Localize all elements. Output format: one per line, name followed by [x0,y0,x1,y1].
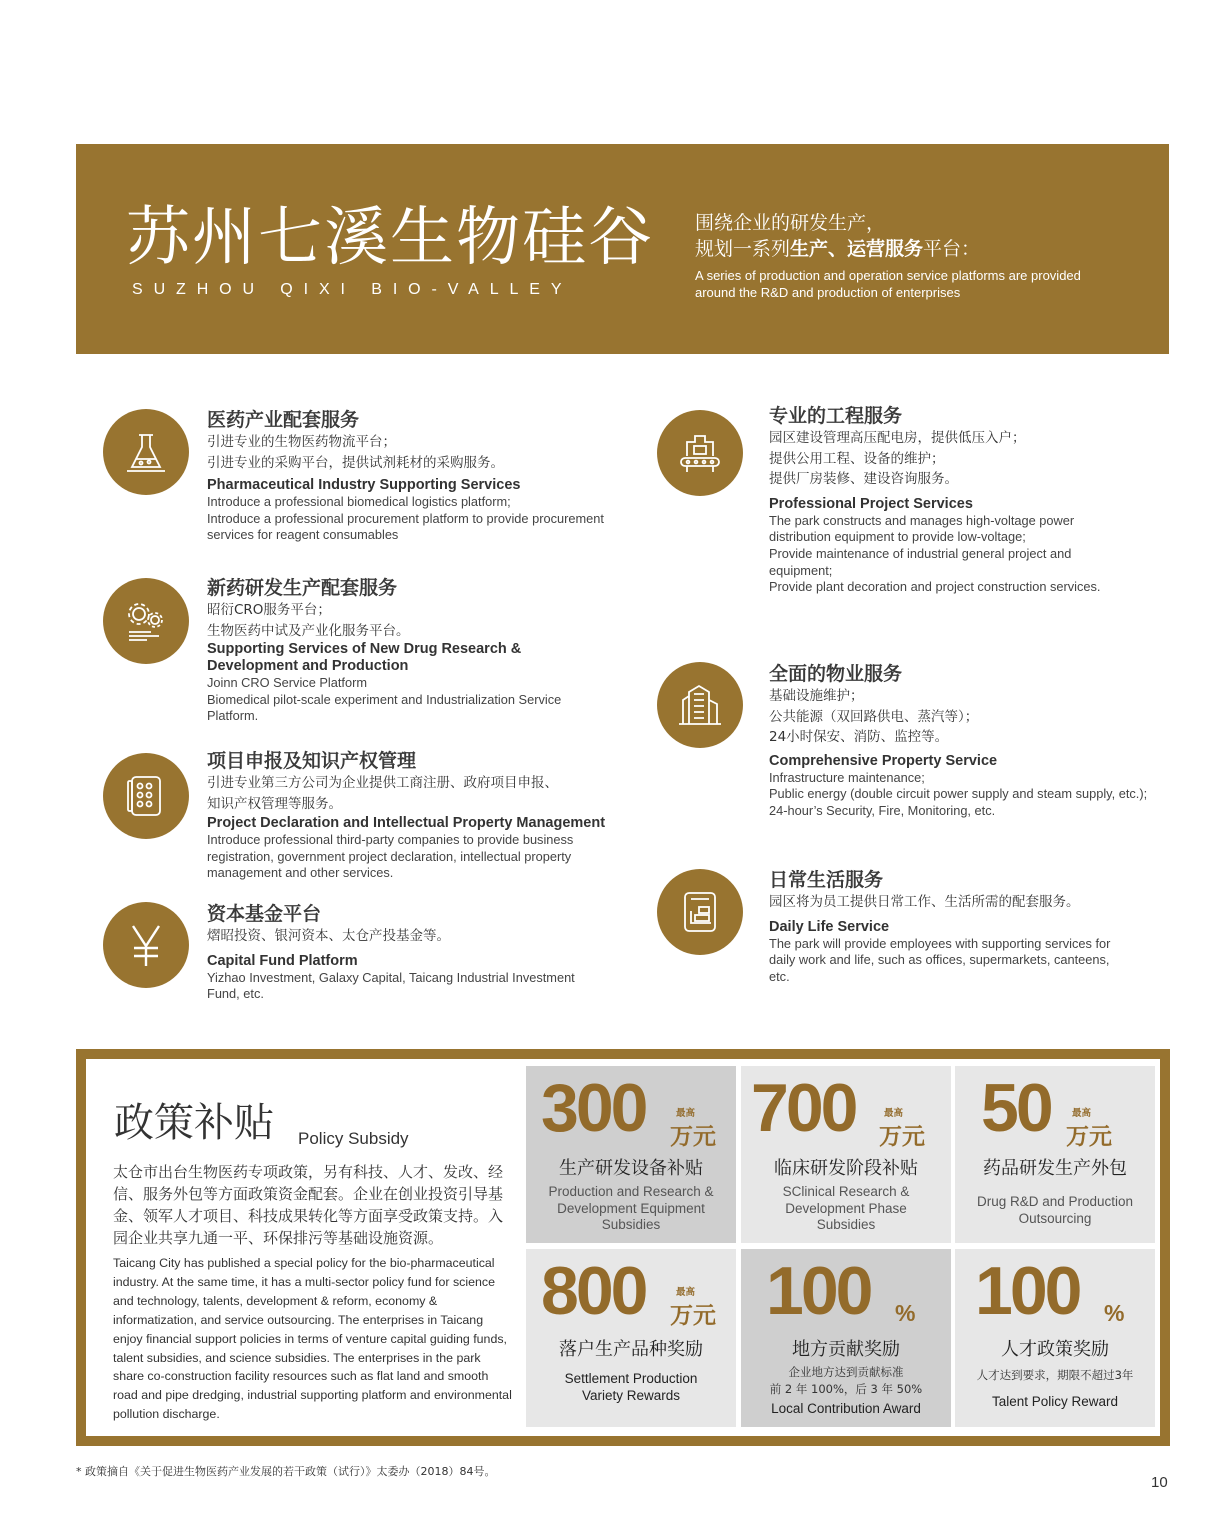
service-en-line: The park will provide employees with supporting services for [769,935,1111,951]
subsidy-max-label: 最高 [676,1287,696,1298]
subsidy-condition-line: 企业地方达到贡献标准 [788,1365,904,1379]
service-en-title: Project Declaration and Intellectual Property Management [207,815,606,831]
subsidy-max-label: 最高 [1072,1108,1092,1119]
gears-icon [103,578,189,664]
subsidy-max-label: 最高 [884,1108,904,1119]
subsidy-en-line: Talent Policy Reward [991,1394,1119,1409]
subsidy-figure [955,1068,1155,1148]
service-en-line: equipment; [769,562,833,578]
banner-en-text [695,267,1081,301]
subsidy-condition-line: 人才达到要求，期限不超过3年 [976,1368,1134,1382]
building-icon [657,662,743,748]
subsidy-en-line: Variety Rewards [581,1387,681,1403]
yen-icon [103,902,189,988]
service-en-title: Pharmaceutical Industry Supporting Services [207,477,521,493]
service-en-line: etc. [769,968,790,984]
service-en-title: Capital Fund Platform [207,952,358,969]
banner-description [695,210,1081,301]
banner-title: 苏州七溪生物硅谷 [126,201,654,275]
service-en-line: daily work and life, such as offices, supermarkets, canteens, [769,952,1110,968]
subsidy-cn-label: 药品研发生产外包 [983,1158,1127,1179]
service-title: 资本基金平台 [207,903,322,925]
service-en-line: registration, government project declaration, intellectual property [207,848,572,864]
service-en-line: Joinn CRO Service Platform [207,675,368,690]
subsidy-figure [526,1068,736,1148]
subsidy-en-line: Drug R&D and Production [976,1194,1134,1209]
service-cn-line: 园区建设管理高压配电房，提供低压入户； [769,430,1026,446]
service-cn-line: 提供公用工程、设备的维护； [769,450,945,467]
service-title: 专业的工程服务 [769,405,903,427]
service-cn-line: 引进专业第三方公司为企业提供工商注册、政府项目申报、 [207,775,558,791]
service-en-line: 24-hour’s Security, Fire, Monitoring, etc. [769,802,996,818]
subsidy-condition-line: 前 2 年 100%，后 3 年 50% [769,1382,923,1396]
subsidy-cn-label: 生产研发设备补贴 [559,1158,703,1179]
service-en-title: Comprehensive Property Service [769,752,998,769]
subsidy-number: 700 [751,1070,856,1146]
subsidy-figure [526,1251,736,1331]
banner-subtitle: SUZHOU QIXI BIO-VALLEY [132,281,573,298]
service-cn-line: 24小时保安、消防、监控等。 [769,729,949,745]
service-cn-line: 昭衍CRO服务平台； [207,602,331,618]
subsidy-number: 800 [541,1253,646,1329]
service-en-line: management and other services. [207,865,394,881]
subsidy-unit: 万元 [670,1123,716,1149]
subsidy-en-label [955,1394,1155,1411]
service-cn-line: 引进专业的采购平台，提供试剂耗材的采购服务。 [207,454,504,471]
service-cn-line: 公共能源（双回路供电、蒸汽等）； [769,708,979,725]
subsidy-cn-label: 地方贡献奖励 [792,1339,900,1360]
subsidy-en-label [741,1401,951,1418]
service-title: 全面的物业服务 [769,663,903,685]
document-grid-icon [103,753,189,839]
footnote: * 政策摘自《关于促进生物医药产业发展的若干政策（试行）》太委办（2018）84号。 [76,1465,496,1478]
subsidy-condition [741,1364,951,1398]
subsidy-cn-label: 临床研发阶段补贴 [774,1158,918,1179]
policy-cn-text: 太仓市出台生物医药专项政策，另有科技、人才、发改、经信、服务外包等方面政策资金配套。企业在创业投资引导基金、领军人才项目、科技成果转化等方面享受政策支持。入园企业共享九通一平、环保排污等基础设施资源。 [113,1163,504,1247]
subsidy-cell [741,1066,951,1243]
subsidy-unit: 万元 [879,1123,925,1149]
subsidy-cell [526,1249,736,1427]
subsidy-cell [741,1249,951,1427]
subsidy-en-label [955,1194,1155,1227]
service-cn-line: 引进专业的生物医药物流平台； [207,434,396,450]
service-en-line: Biomedical pilot-scale experiment and Industrialization Service [207,691,562,707]
subsidy-en-label [741,1184,951,1234]
service-en-line: The park constructs and manages high-voltage power [769,512,1075,528]
banner-en-line2: around the R&D and production of enterprises [695,285,961,300]
service-en-title: Development and Production [207,658,409,674]
subsidy-unit: 万元 [1066,1123,1112,1149]
factory-icon [657,410,743,496]
subsidy-figure [741,1068,951,1148]
lab-flask-icon [103,409,189,495]
subsidy-number: 100 [975,1253,1080,1329]
service-en-line: Public energy (double circuit power supply and steam supply, etc.); [769,786,1148,802]
subsidy-number: 50 [981,1070,1051,1146]
service-en-line: Provide plant decoration and project construction services. [769,579,1101,595]
service-en-line: Yizhao Investment, Galaxy Capital, Taicang Industrial Investment [207,969,575,985]
subsidy-cn-label: 落户生产品种奖励 [559,1339,703,1360]
service-cn-line: 知识产权管理等服务。 [207,795,342,812]
subsidy-cell [955,1066,1155,1243]
service-title: 日常生活服务 [769,869,884,891]
service-en-title: Supporting Services of New Drug Research & [207,641,522,657]
banner-en-line1: A series of production and operation service platforms are provided [695,268,1081,283]
service-en-title: Professional Project Services [769,495,973,512]
subsidy-en-line: Production and Research & [548,1184,714,1199]
service-en-line: Infrastructure maintenance; [769,769,925,785]
service-en-line: Introduce a professional biomedical logistics platform; [207,494,511,509]
subsidy-unit: 万元 [670,1302,716,1328]
subsidy-en-line: Settlement Production [564,1371,698,1386]
service-en-line: Introduce professional third-party companies to provide business [207,832,574,847]
service-en-line: services for reagent consumables [207,527,399,543]
subsidy-number: 300 [541,1070,646,1146]
service-cn-line: 提供厂房装修、建设咨询服务。 [769,471,958,487]
subsidy-condition [955,1367,1155,1384]
subsidy-en-label [526,1184,736,1234]
page-number: 10 [1151,1474,1168,1491]
policy-en-text: Taicang City has published a special policy for the bio-pharmaceutical industry. At the same time, it has a multi-sector policy fund for science and technology, talents, development & reform, economy & informatization, and service outsourcing. The enterprises in Taicang enjoy financial support policies in terms of venture capital guiding funds, talent subsidies, and science subsidies. The enterprises in the park share co-construction facility resources such as flat land and smooth road and pipe dredging, industrial supporting platform and environmental pollution discharge. [113,1256,512,1422]
service-cn-line: 园区将为员工提供日常工作、生活所需的配套服务。 [769,894,1080,910]
service-en-line: Provide maintenance of industrial general project and [769,545,1072,561]
subsidy-cell [955,1249,1155,1427]
subsidy-unit: % [1104,1300,1125,1326]
service-en-line: Platform. [207,708,259,724]
service-title: 新药研发生产配套服务 [207,577,398,599]
banner-cn-line1: 围绕企业的研发生产， [695,212,886,234]
subsidy-en-line: Development Equipment [557,1200,705,1216]
subsidy-en-line: Outsourcing [1018,1210,1092,1226]
policy-title-en: Policy Subsidy [298,1129,409,1148]
daily-life-icon [657,869,743,955]
subsidy-en-line: SClinical Research & [782,1184,910,1199]
subsidy-en-label [526,1371,736,1404]
service-en-line: Fund, etc. [207,986,264,1002]
service-cn-line: 生物医药中试及产业化服务平台。 [207,622,410,639]
subsidy-figure [741,1251,951,1331]
banner-cn-line2-pre: 规划一系列 [695,238,791,260]
banner-cn-line2-bold: 生产、运营服务 [790,238,924,260]
service-en-line: Introduce a professional procurement platform to provide procurement [207,510,604,526]
service-en-line: distribution equipment to provide low-voltage; [769,529,1026,545]
subsidy-unit: % [895,1300,916,1326]
policy-title: 政策补贴 [114,1100,274,1146]
service-cn-line: 熠昭投资、银河资本、太仓产投基金等。 [207,928,450,944]
policy-subsidy-panel [76,1049,1170,1446]
subsidy-en-line: Subsidies [816,1217,876,1233]
service-en-title: Daily Life Service [769,918,890,935]
banner-cn-line2 [695,236,1081,262]
subsidy-max-label: 最高 [676,1108,696,1119]
subsidy-en-line: Subsidies [601,1217,661,1233]
subsidy-figure [955,1251,1155,1331]
subsidy-cell [526,1066,736,1243]
subsidy-en-line: Local Contribution Award [771,1401,921,1416]
service-title: 项目申报及知识产权管理 [207,750,417,772]
subsidy-en-line: Development Phase [785,1200,907,1216]
header-banner [76,144,1169,354]
service-cn-line: 基础设施维护； [769,688,864,704]
subsidy-cn-label: 人才政策奖励 [1001,1339,1109,1360]
subsidy-number: 100 [766,1253,871,1329]
banner-cn-line2-post: 平台： [923,238,981,260]
service-title: 医药产业配套服务 [207,409,360,431]
